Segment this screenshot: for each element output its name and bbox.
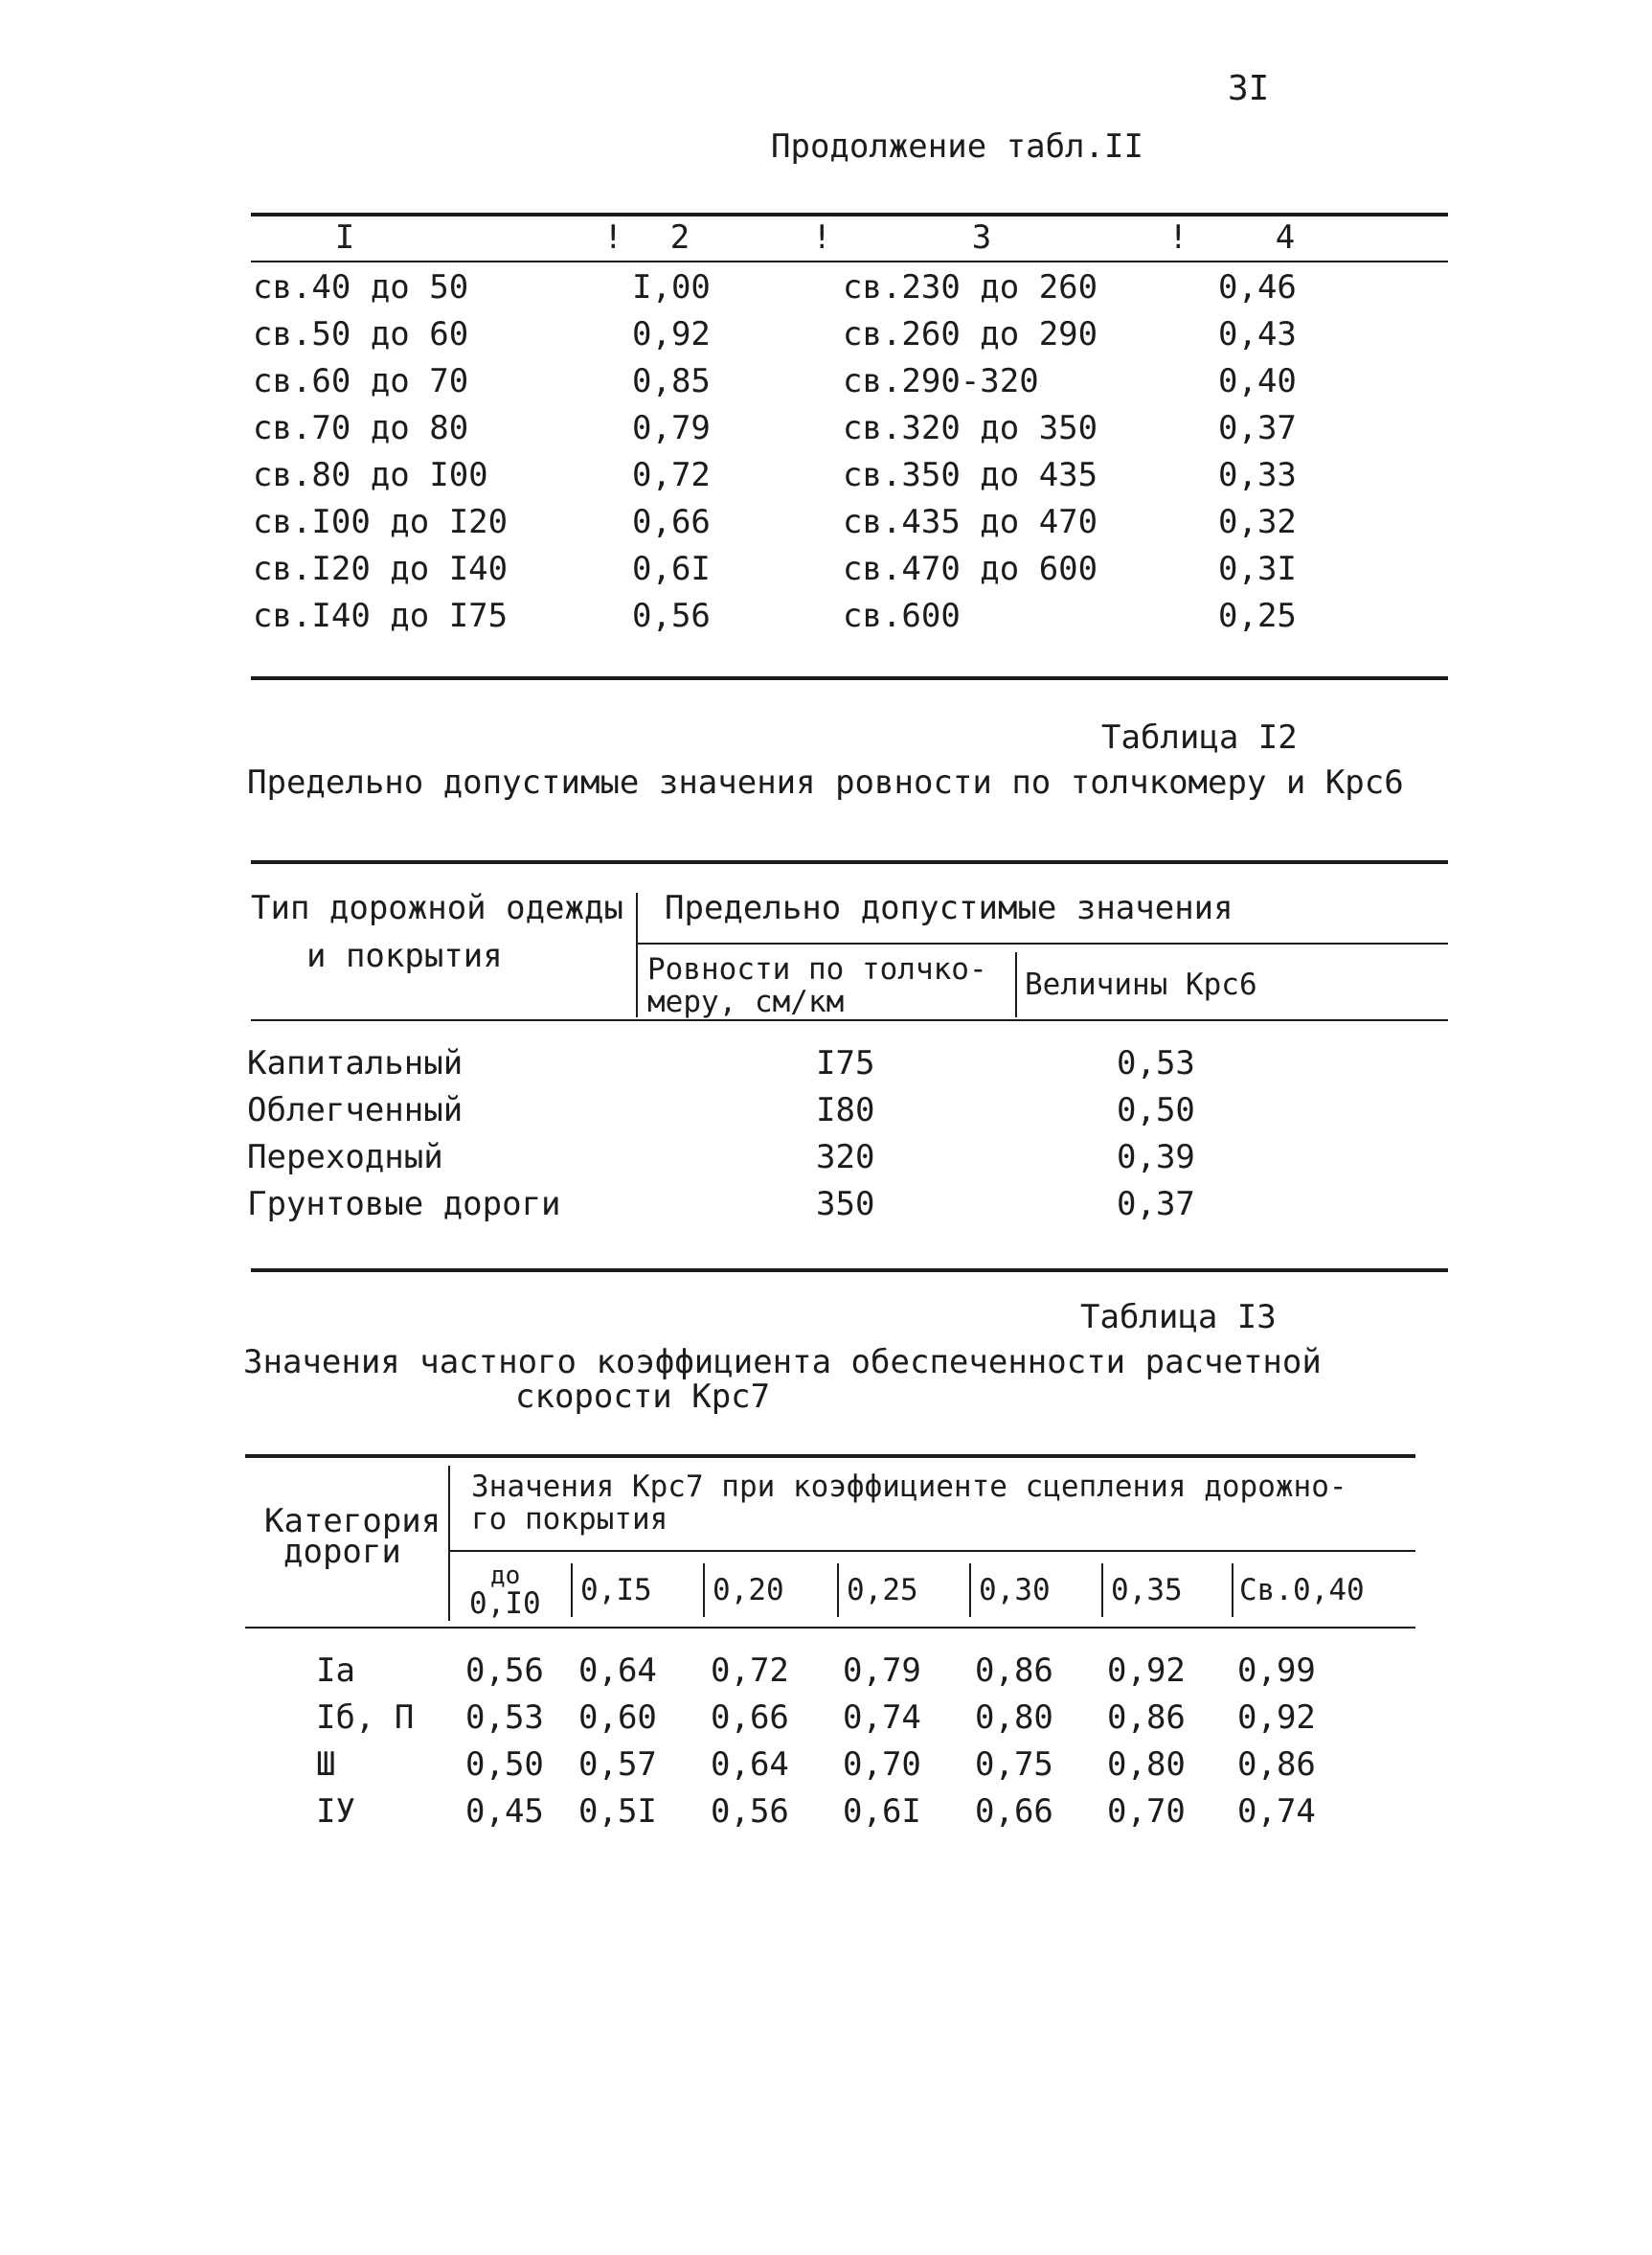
- pavement-type-cell: Капитальный: [247, 1044, 464, 1082]
- krs6-cell: 0,37: [1117, 1185, 1195, 1223]
- range-cell: св.70 до 80: [253, 409, 469, 447]
- table-row: [0, 503, 1652, 549]
- table-row: [0, 456, 1652, 502]
- value-cell: 0,56: [465, 1651, 544, 1690]
- range-cell: св.350 до 435: [843, 456, 1098, 494]
- table-row: [0, 597, 1652, 643]
- table-row: [0, 1138, 1652, 1184]
- value-cell: 0,80: [1107, 1745, 1186, 1784]
- roughness-cell: 350: [816, 1185, 875, 1223]
- table-11-bottom-rule: [251, 676, 1448, 680]
- value-cell: 0,56: [711, 1792, 789, 1831]
- value-cell: 0,60: [578, 1698, 657, 1737]
- value-cell: 0,66: [711, 1698, 789, 1737]
- table-12-header-rule: [251, 1019, 1448, 1021]
- subheader-cell: 0,30: [979, 1573, 1051, 1607]
- subheader-divider: [969, 1563, 971, 1617]
- value-cell: 0,92: [1237, 1698, 1316, 1737]
- value-cell: 0,40: [1218, 362, 1297, 400]
- table-11-header-col4: 4: [1275, 218, 1296, 257]
- value-cell: 0,86: [1237, 1745, 1316, 1784]
- table-12-header-sub1-line1: Ровности по толчко-: [647, 952, 987, 987]
- table-12-top-rule: [251, 860, 1448, 864]
- table-13-header-category-line1: Категория: [264, 1502, 441, 1540]
- table-12-bottom-rule: [251, 1268, 1448, 1272]
- subheader-divider: [703, 1563, 705, 1617]
- range-cell: св.I40 до I75: [253, 597, 509, 635]
- krs6-cell: 0,39: [1117, 1138, 1195, 1176]
- subheader-cell: 0,I5: [580, 1573, 652, 1607]
- table-row: [0, 1091, 1652, 1137]
- header-separator: !: [812, 218, 832, 257]
- range-cell: св.I20 до I40: [253, 550, 509, 588]
- category-cell: IУ: [316, 1792, 355, 1831]
- category-cell: Iб, П: [316, 1698, 415, 1737]
- value-cell: 0,74: [843, 1698, 921, 1737]
- value-cell: 0,80: [975, 1698, 1053, 1737]
- value-cell: 0,37: [1218, 409, 1297, 447]
- subheader-first-bottom: 0,I0: [469, 1586, 541, 1621]
- table-13-header-group-line2: го покрытия: [471, 1502, 668, 1537]
- value-cell: 0,85: [632, 362, 711, 400]
- table-12-header-group: Предельно допустимые значения: [665, 889, 1233, 927]
- subheader-first-top: до: [490, 1561, 521, 1590]
- value-cell: 0,5I: [578, 1792, 657, 1831]
- table-12-header-type-line2: и покрытия: [306, 937, 503, 975]
- value-cell: I,00: [632, 268, 711, 307]
- table-12-number: Таблица I2: [1101, 718, 1298, 757]
- range-cell: св.230 до 260: [843, 268, 1098, 307]
- value-cell: 0,3I: [1218, 550, 1297, 588]
- table-12-header-type-line1: Тип дорожной одежды: [251, 889, 623, 927]
- value-cell: 0,75: [975, 1745, 1053, 1784]
- value-cell: 0,70: [843, 1745, 921, 1784]
- table-row: [0, 315, 1652, 361]
- category-cell: Ш: [316, 1745, 336, 1784]
- roughness-cell: I75: [816, 1044, 875, 1082]
- range-cell: св.I00 до I20: [253, 503, 509, 541]
- value-cell: 0,64: [578, 1651, 657, 1690]
- table-row: [0, 1745, 1652, 1791]
- subheader-cell: Св.0,40: [1239, 1573, 1365, 1607]
- table-11-top-rule: [251, 213, 1448, 216]
- pavement-type-cell: Облегченный: [247, 1091, 464, 1129]
- krs6-cell: 0,53: [1117, 1044, 1195, 1082]
- table-13-subheader-rule: [450, 1550, 1415, 1552]
- table-13-top-rule: [245, 1454, 1415, 1458]
- table-row: [0, 362, 1652, 408]
- value-cell: 0,25: [1218, 597, 1297, 635]
- subheader-divider: [837, 1563, 839, 1617]
- value-cell: 0,66: [632, 503, 711, 541]
- value-cell: 0,45: [465, 1792, 544, 1831]
- value-cell: 0,72: [632, 456, 711, 494]
- range-cell: св.320 до 350: [843, 409, 1098, 447]
- value-cell: 0,99: [1237, 1651, 1316, 1690]
- table-13-title-line2: скорости Крс7: [515, 1378, 771, 1416]
- value-cell: 0,66: [975, 1792, 1053, 1831]
- page-number: 3I: [1228, 69, 1270, 108]
- table-11-header-col2: 2: [669, 218, 690, 257]
- value-cell: 0,43: [1218, 315, 1297, 353]
- value-cell: 0,33: [1218, 456, 1297, 494]
- table-12-title: Предельно допустимые значения ровности по толчкомеру и Крс6: [247, 763, 1404, 802]
- roughness-cell: I80: [816, 1091, 875, 1129]
- subheader-divider: [1101, 1563, 1103, 1617]
- range-cell: св.435 до 470: [843, 503, 1098, 541]
- table-11-header-rule: [251, 261, 1448, 262]
- table-row: [0, 1698, 1652, 1744]
- table-row: [0, 268, 1652, 314]
- value-cell: 0,64: [711, 1745, 789, 1784]
- range-cell: св.50 до 60: [253, 315, 469, 353]
- subheader-divider: [571, 1563, 573, 1617]
- table-13-title-line1: Значения частного коэффициента обеспеченности расчетной: [243, 1343, 1322, 1381]
- table-row: [0, 1044, 1652, 1090]
- category-cell: Iа: [316, 1651, 355, 1690]
- table-12-header-sub1-line2: меру, см/км: [647, 985, 845, 1019]
- table-13-header-rule: [245, 1627, 1415, 1629]
- table-row: [0, 1792, 1652, 1838]
- table-row: [0, 1185, 1652, 1231]
- table-row: [0, 409, 1652, 455]
- value-cell: 0,86: [975, 1651, 1053, 1690]
- table-13-number: Таблица I3: [1080, 1298, 1277, 1336]
- value-cell: 0,6I: [843, 1792, 921, 1831]
- table-row: [0, 1651, 1652, 1697]
- subheader-cell: 0,35: [1111, 1573, 1183, 1607]
- value-cell: 0,92: [632, 315, 711, 353]
- pavement-type-cell: Грунтовые дороги: [247, 1185, 561, 1223]
- range-cell: св.290-320: [843, 362, 1039, 400]
- value-cell: 0,53: [465, 1698, 544, 1737]
- value-cell: 0,86: [1107, 1698, 1186, 1737]
- table-11-caption: Продолжение табл.II: [771, 127, 1143, 166]
- table-12-subheader-divider: [1015, 952, 1017, 1017]
- roughness-cell: 320: [816, 1138, 875, 1176]
- table-12-header-divider: [636, 893, 638, 1017]
- table-13-header-divider: [448, 1466, 450, 1621]
- range-cell: св.80 до I00: [253, 456, 488, 494]
- range-cell: св.40 до 50: [253, 268, 469, 307]
- value-cell: 0,56: [632, 597, 711, 635]
- table-11-header-col3: 3: [971, 218, 992, 257]
- value-cell: 0,79: [632, 409, 711, 447]
- subheader-divider: [1232, 1563, 1233, 1617]
- range-cell: св.600: [843, 597, 961, 635]
- value-cell: 0,74: [1237, 1792, 1316, 1831]
- value-cell: 0,6I: [632, 550, 711, 588]
- krs6-cell: 0,50: [1117, 1091, 1195, 1129]
- range-cell: св.470 до 600: [843, 550, 1098, 588]
- table-11-header-col1: I: [334, 218, 355, 257]
- value-cell: 0,32: [1218, 503, 1297, 541]
- subheader-cell: 0,25: [847, 1573, 918, 1607]
- table-13-header-group-line1: Значения Крс7 при коэффициенте сцепления дорожно-: [471, 1469, 1347, 1504]
- value-cell: 0,50: [465, 1745, 544, 1784]
- table-12-subheader-rule: [638, 943, 1448, 945]
- range-cell: св.60 до 70: [253, 362, 469, 400]
- subheader-cell: 0,20: [713, 1573, 784, 1607]
- table-row: [0, 550, 1652, 596]
- header-separator: !: [1168, 218, 1188, 257]
- table-13-header-category-line2: дороги: [283, 1533, 401, 1571]
- value-cell: 0,79: [843, 1651, 921, 1690]
- range-cell: св.260 до 290: [843, 315, 1098, 353]
- header-separator: !: [603, 218, 623, 257]
- value-cell: 0,46: [1218, 268, 1297, 307]
- table-12-header-sub2: Величины Крс6: [1025, 968, 1257, 1002]
- value-cell: 0,57: [578, 1745, 657, 1784]
- pavement-type-cell: Переходный: [247, 1138, 443, 1176]
- value-cell: 0,72: [711, 1651, 789, 1690]
- value-cell: 0,70: [1107, 1792, 1186, 1831]
- value-cell: 0,92: [1107, 1651, 1186, 1690]
